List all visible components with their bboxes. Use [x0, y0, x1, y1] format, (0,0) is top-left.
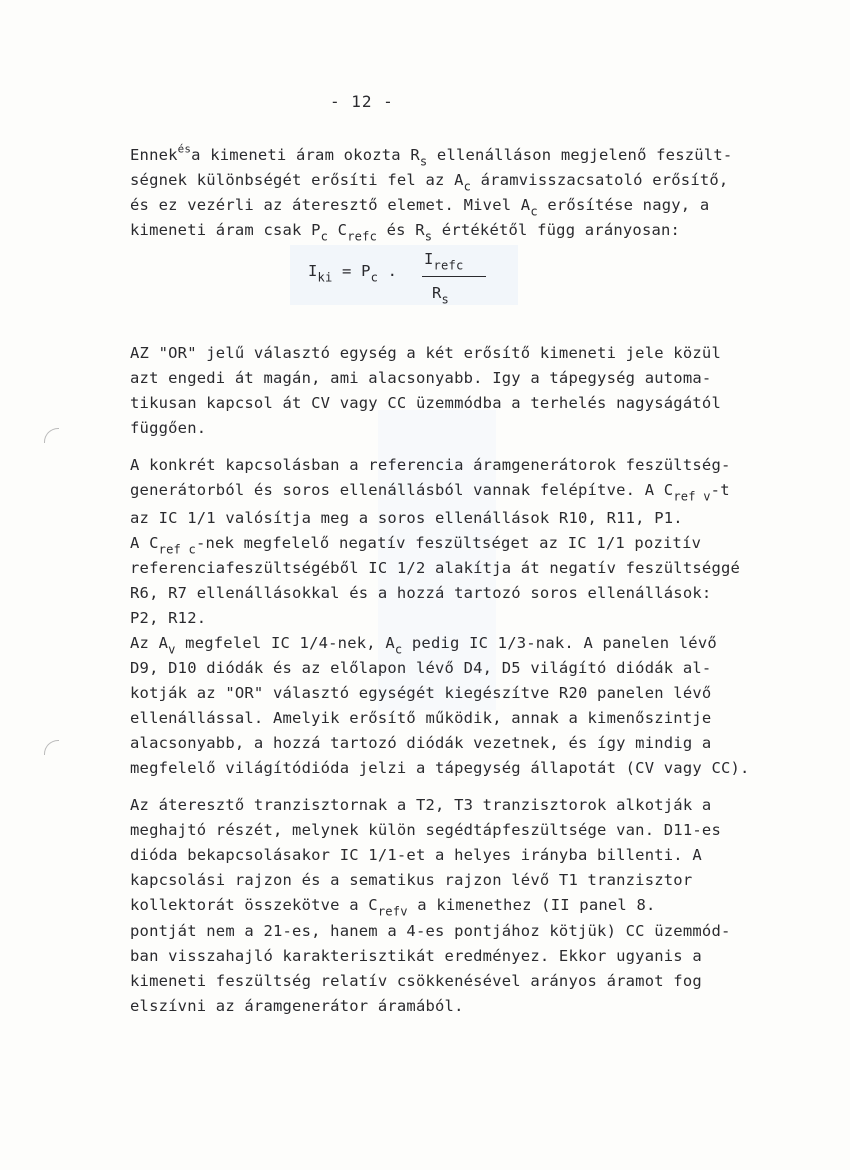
- text-line: Az áteresztő tranzisztornak a T2, T3 tranzisztorok alkotják a: [130, 796, 712, 814]
- text-line: megfelelő világítódióda jelzi a tápegység állapotát (CV vagy CC).: [130, 759, 750, 777]
- formula-lhs: $I_{ki} = P_c$ .: [308, 262, 407, 285]
- text-line: ellenállással. Amelyik erősítő működik, annak a kimenőszintje: [130, 709, 712, 727]
- text-line: pontját nem a 21-es, hanem a 4-es pontjához kötjük) CC üzemmód-: [130, 922, 731, 940]
- text-line: A konkrét kapcsolásban a referencia áramgenerátorok feszültség-: [130, 456, 731, 474]
- text-line: kimeneti feszültség relatív csökkenésével arányos áramot fog: [130, 972, 702, 990]
- text-line: Ennek$^{és}$a kimeneti áram okozta $R_s$ ellenálláson megjelenő feszült-: [130, 142, 733, 169]
- text-line: Az $A_v$ megfelel IC 1/4-nek, $A_c$ pedig IC 1/3-nak. A panelen lévő: [130, 634, 717, 657]
- formula-numerator: $I_{refc}$: [424, 250, 464, 273]
- text-line: az IC 1/1 valósítja meg a soros ellenállások R10, R11, P1.: [130, 509, 683, 527]
- text-line: dióda bekapcsolásakor IC 1/1-et a helyes irányba billenti. A: [130, 846, 702, 864]
- text-line: referenciafeszültségéből IC 1/2 alakítja át negatív feszültséggé: [130, 559, 741, 577]
- text-line: kollektorát összekötve a $C_{refv}$ a kimenethez (II panel 8.: [130, 896, 656, 919]
- text-line: D9, D10 diódák és az előlapon lévő D4, D5 világító diódák al-: [130, 659, 712, 677]
- text-line: ban visszahajló karakterisztikát eredményez. Ekkor ugyanis a: [130, 947, 702, 965]
- text-line: AZ "OR" jelű választó egység a két erősítő kimeneti jele közül: [130, 344, 721, 362]
- text-line: R6, R7 ellenállásokkal és a hozzá tartozó soros ellenállások:: [130, 584, 712, 602]
- formula-denominator: $R_s$: [432, 284, 450, 307]
- text-line: alacsonyabb, a hozzá tartozó diódák vezetnek, és így mindig a: [130, 734, 712, 752]
- text-line: elszívni az áramgenerátor áramából.: [130, 997, 464, 1015]
- text-line: P2, R12.: [130, 609, 207, 627]
- text-line: kotják az "OR" választó egységét kiegészítve R20 panelen lévő: [130, 684, 712, 702]
- text-line: azt engedi át magán, ami alacsonyabb. Igy a tápegység automa-: [130, 369, 712, 387]
- punch-hole-mark: [44, 740, 59, 755]
- text-line: kapcsolási rajzon és a sematikus rajzon lévő T1 tranzisztor: [130, 871, 693, 889]
- text-line: függően.: [130, 419, 207, 437]
- text-line: A $C_{ref c}$-nek megfelelő negatív feszültséget az IC 1/1 pozitív: [130, 534, 702, 557]
- text-line: ségnek különbségét erősíti fel az $A_c$ áramvisszacsatoló erősítő,: [130, 171, 729, 194]
- text-line: és ez vezérli az áteresztő elemet. Mivel $A_c$ erősítése nagy, a: [130, 196, 710, 219]
- text-line: tikusan kapcsol át CV vagy CC üzemmódba a terhelés nagyságától: [130, 394, 721, 412]
- page-number: - 12 -: [330, 92, 394, 111]
- text-line: kimeneti áram csak $P_c$ $C_{refc}$ és $R_s$ értékétől függ arányosan:: [130, 221, 681, 244]
- fraction-bar: [422, 276, 486, 277]
- text-line: meghajtó részét, melynek külön segédtápfeszültsége van. D11-es: [130, 821, 721, 839]
- punch-hole-mark: [44, 428, 59, 443]
- text-line: generátorból és soros ellenállásból vannak felépítve. A $C_{ref v}-t$: [130, 481, 730, 504]
